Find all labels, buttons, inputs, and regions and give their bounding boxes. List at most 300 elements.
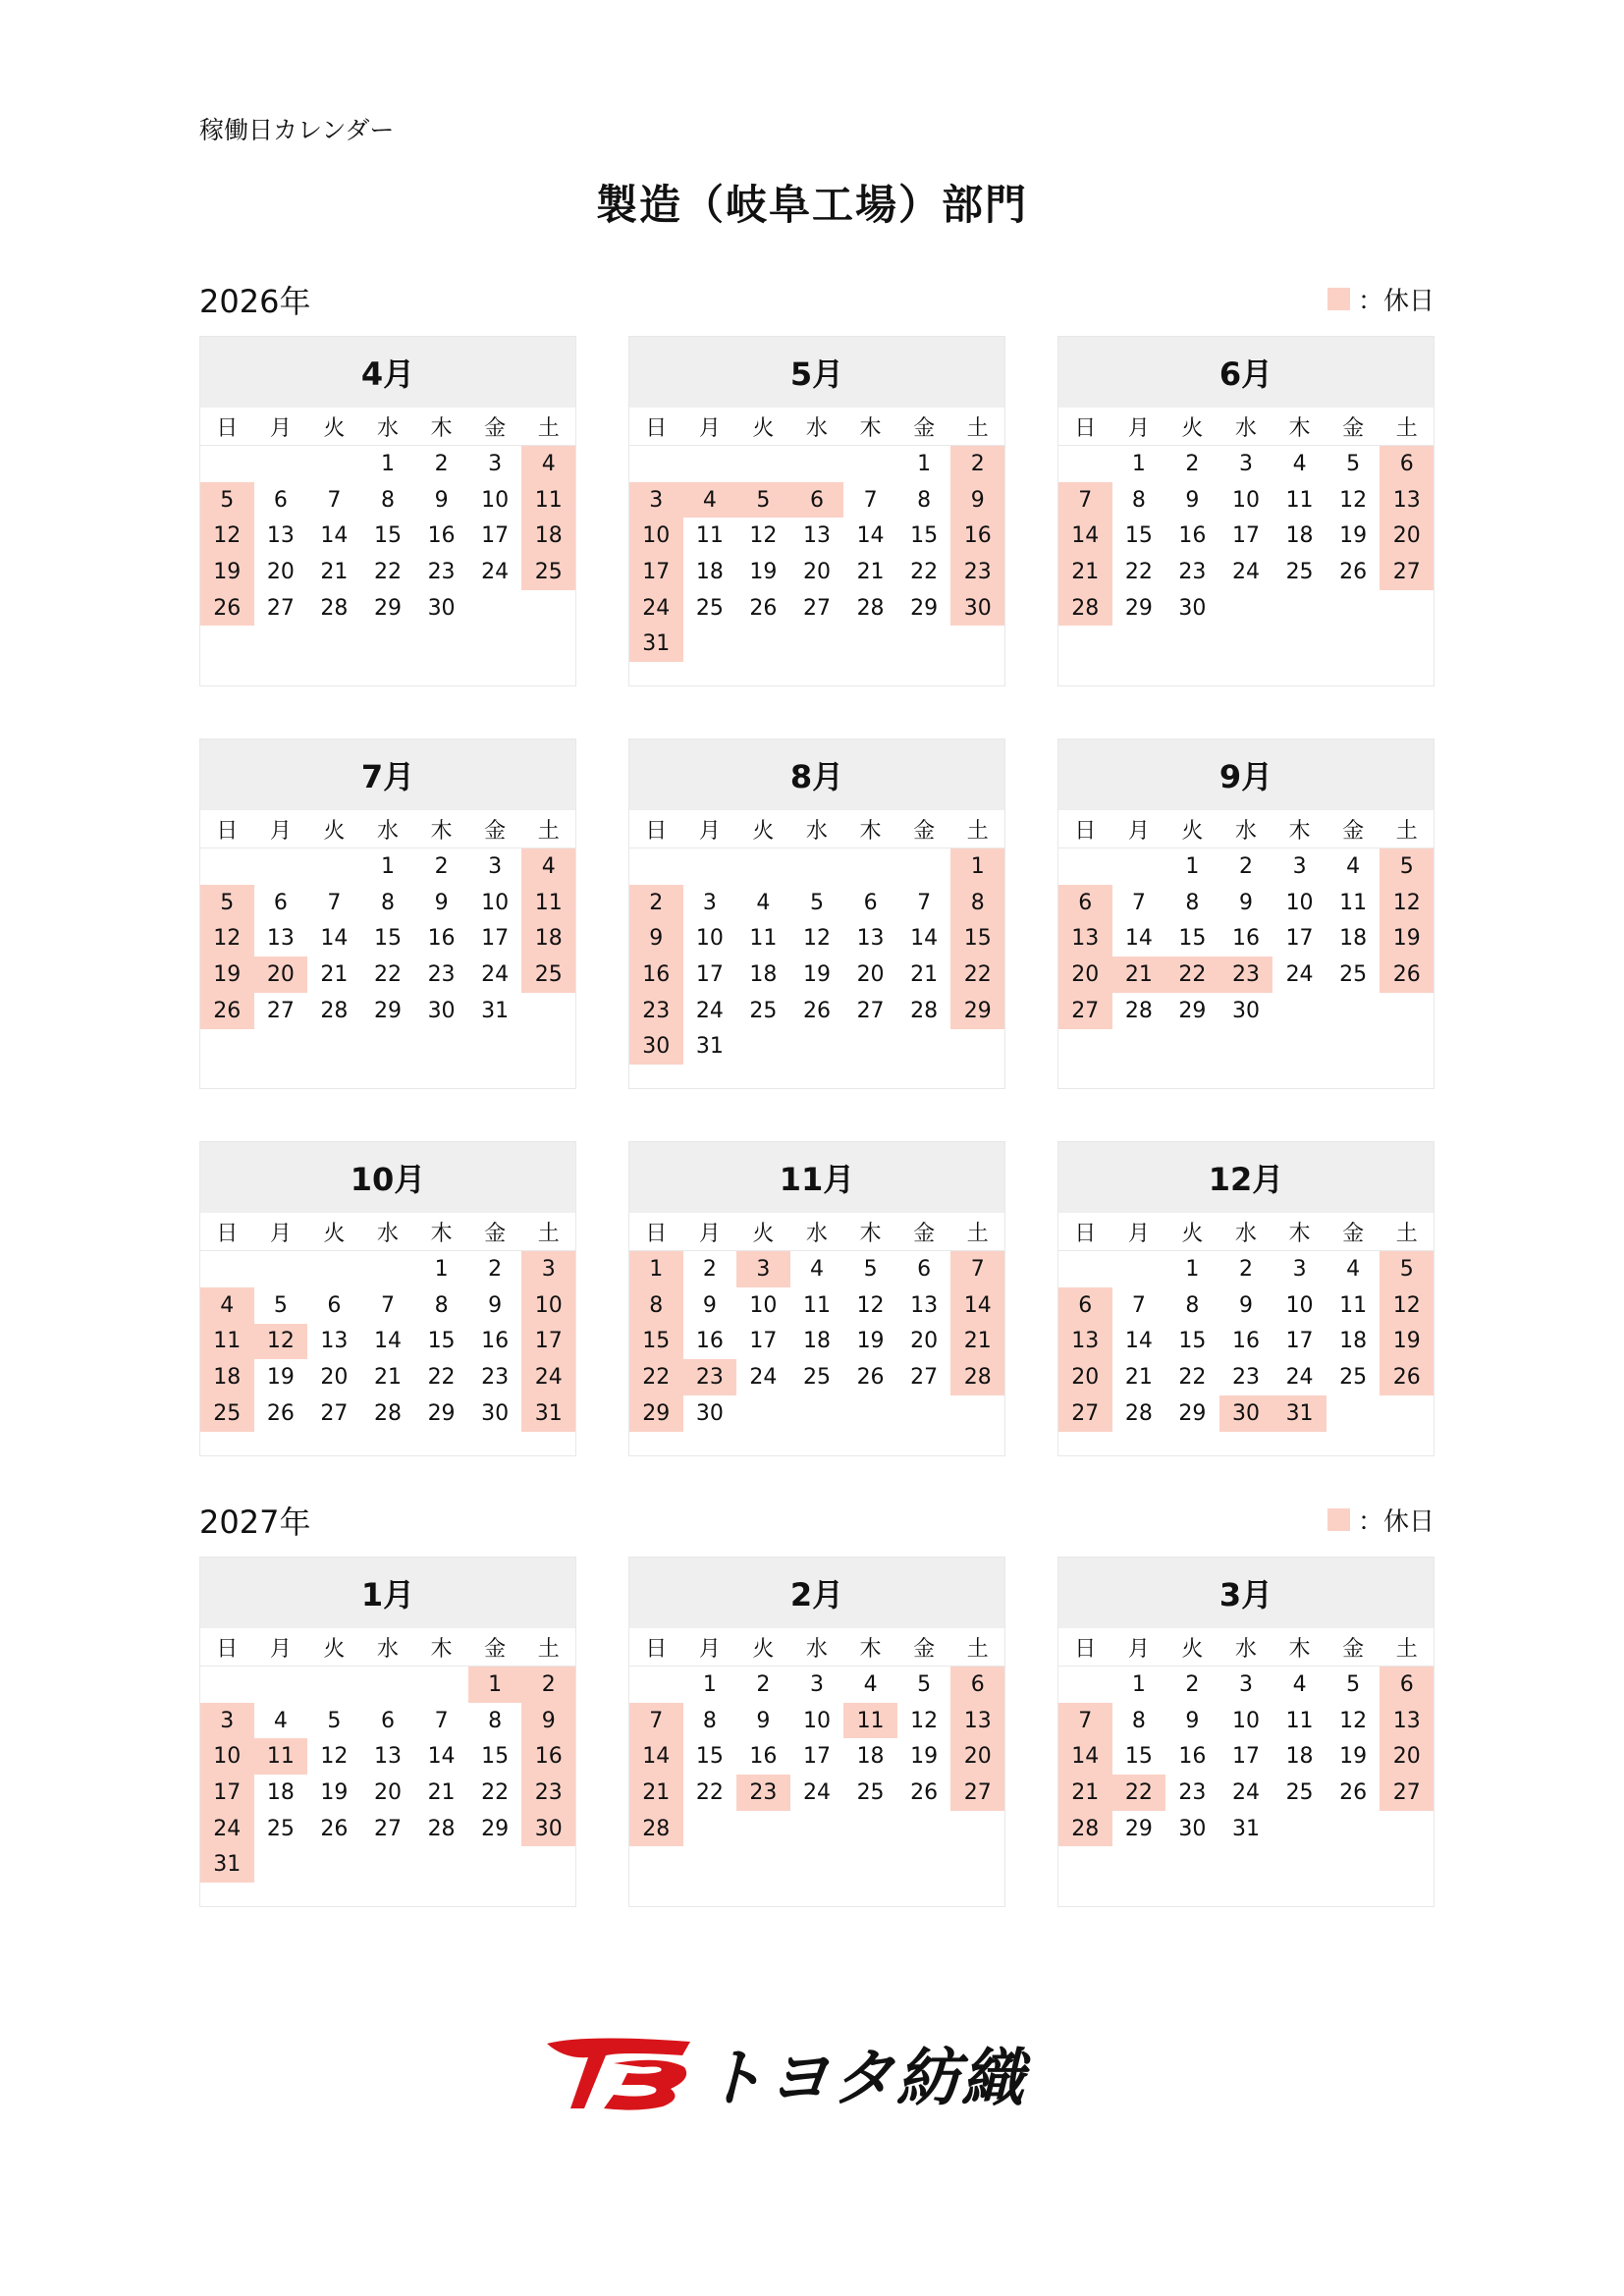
day-cell: 5 — [200, 885, 254, 921]
weekday-label: 火 — [1181, 1221, 1204, 1246]
weekday-label: 金 — [1342, 818, 1365, 844]
day-cell: 26 — [266, 1400, 295, 1426]
day-cell: 19 — [266, 1365, 295, 1391]
day-grid — [1058, 1251, 1434, 1454]
day-cell: 28 — [950, 1359, 1004, 1395]
weekday-label: 日 — [216, 818, 239, 844]
empty-cell — [629, 1667, 683, 1703]
empty-cell — [254, 1251, 308, 1287]
day-cell: 3 — [1238, 451, 1253, 476]
day-cell: 9 — [702, 1292, 717, 1318]
day-cell: 30 — [1178, 595, 1207, 621]
weekday-label: 日 — [1074, 818, 1097, 844]
day-cell: 10 — [200, 1738, 254, 1775]
day-cell: 30 — [629, 1029, 683, 1066]
day-cell: 2 — [1238, 1257, 1253, 1283]
day-cell: 13 — [1058, 1324, 1112, 1360]
day-cell: 14 — [373, 1329, 402, 1354]
day-cell: 14 — [1058, 1738, 1112, 1775]
day-cell: 31 — [521, 1395, 575, 1432]
day-cell: 18 — [1339, 1329, 1368, 1354]
day-cell: 21 — [856, 559, 885, 584]
day-cell: 23 — [629, 993, 683, 1029]
day-cell: 3 — [1238, 1671, 1253, 1697]
day-cell: 7 — [863, 487, 878, 513]
weekday-label: 月 — [269, 1221, 292, 1246]
day-cell: 25 — [1285, 1779, 1314, 1805]
day-cell: 25 — [695, 595, 724, 621]
day-cell: 24 — [1285, 1365, 1314, 1391]
day-cell: 26 — [1380, 1359, 1434, 1395]
weekday-label: 月 — [698, 1221, 721, 1246]
day-cell: 18 — [200, 1359, 254, 1395]
day-cell: 5 — [736, 482, 790, 519]
day-grid — [1058, 446, 1434, 649]
day-cell: 24 — [802, 1779, 831, 1805]
day-cell: 8 — [917, 487, 932, 513]
day-cell: 6 — [917, 1257, 932, 1283]
day-cell: 20 — [254, 957, 308, 993]
day-cell: 9 — [1238, 1292, 1253, 1318]
day-cell: 18 — [266, 1779, 295, 1805]
weekday-label: 月 — [1127, 415, 1150, 441]
weekday-label: 木 — [430, 415, 453, 441]
day-cell: 27 — [1380, 554, 1434, 590]
day-cell: 11 — [521, 482, 575, 519]
month-calendar — [1057, 336, 1435, 686]
month-name: 10月 — [200, 1142, 575, 1213]
day-cell: 8 — [950, 885, 1004, 921]
day-cell: 4 — [863, 1671, 878, 1697]
day-cell: 21 — [373, 1365, 402, 1391]
day-cell: 15 — [427, 1329, 456, 1354]
day-cell: 27 — [320, 1400, 349, 1426]
day-cell: 4 — [521, 446, 575, 482]
weekday-label: 金 — [913, 818, 936, 844]
day-cell: 4 — [1346, 853, 1361, 879]
day-cell: 8 — [380, 890, 395, 915]
weekday-label: 水 — [1234, 818, 1257, 844]
day-cell: 14 — [427, 1744, 456, 1770]
day-cell: 25 — [1339, 962, 1368, 988]
day-cell: 16 — [481, 1329, 510, 1354]
day-cell: 26 — [802, 998, 831, 1023]
weekday-label: 木 — [430, 1636, 453, 1662]
day-cell: 6 — [1058, 885, 1112, 921]
weekday-label: 日 — [216, 1636, 239, 1662]
day-cell: 3 — [488, 451, 503, 476]
day-cell: 2 — [521, 1667, 575, 1703]
weekday-row — [629, 1628, 1004, 1667]
weekday-label: 日 — [1074, 415, 1097, 441]
day-cell: 28 — [629, 1811, 683, 1847]
day-cell: 14 — [910, 926, 939, 952]
empty-cell — [361, 1251, 415, 1287]
weekday-label: 木 — [859, 415, 882, 441]
day-cell: 1 — [629, 1251, 683, 1287]
day-cell: 5 — [863, 1257, 878, 1283]
day-cell: 16 — [427, 523, 456, 549]
weekday-label: 月 — [269, 1636, 292, 1662]
day-cell: 22 — [629, 1359, 683, 1395]
weekday-label: 金 — [484, 818, 507, 844]
year-label: 2027年 — [199, 1503, 311, 1541]
weekday-row — [629, 1213, 1004, 1251]
weekday-label: 金 — [913, 1636, 936, 1662]
empty-cell — [843, 446, 897, 482]
day-cell: 24 — [1285, 962, 1314, 988]
day-cell: 31 — [200, 1846, 254, 1883]
day-cell: 1 — [1185, 853, 1200, 879]
day-cell: 26 — [910, 1779, 939, 1805]
day-cell: 18 — [1285, 523, 1314, 549]
day-cell: 29 — [481, 1816, 510, 1841]
month-calendar — [628, 738, 1005, 1089]
empty-cell — [200, 1667, 254, 1703]
day-cell: 29 — [373, 998, 402, 1023]
weekday-label: 土 — [1395, 1221, 1418, 1246]
day-cell: 4 — [273, 1708, 288, 1733]
day-cell: 29 — [950, 993, 1004, 1029]
day-cell: 20 — [266, 559, 295, 584]
day-cell: 19 — [749, 559, 778, 584]
weekday-label: 水 — [805, 415, 828, 441]
weekday-label: 木 — [859, 818, 882, 844]
weekday-row — [200, 1628, 575, 1667]
day-cell: 16 — [1231, 1329, 1260, 1354]
day-cell: 28 — [856, 595, 885, 621]
day-cell: 11 — [749, 926, 778, 952]
day-cell: 25 — [802, 1365, 831, 1391]
day-cell: 5 — [273, 1292, 288, 1318]
day-cell: 15 — [1124, 1744, 1153, 1770]
day-cell: 27 — [1058, 1395, 1112, 1432]
empty-cell — [736, 848, 790, 885]
weekday-label: 水 — [376, 1221, 399, 1246]
weekday-label: 木 — [1288, 1636, 1311, 1662]
day-cell: 19 — [802, 962, 831, 988]
day-cell: 26 — [1339, 559, 1368, 584]
day-cell: 4 — [1292, 1671, 1307, 1697]
day-cell: 16 — [1178, 523, 1207, 549]
weekday-label: 月 — [698, 415, 721, 441]
month-name: 4月 — [200, 337, 575, 408]
day-cell: 24 — [521, 1359, 575, 1395]
empty-cell — [683, 446, 737, 482]
day-cell: 17 — [1285, 926, 1314, 952]
day-cell: 27 — [266, 998, 295, 1023]
empty-cell — [307, 446, 361, 482]
day-cell: 8 — [629, 1287, 683, 1324]
day-cell: 5 — [917, 1671, 932, 1697]
empty-cell — [254, 848, 308, 885]
month-calendar — [628, 1557, 1005, 1907]
weekday-label: 木 — [430, 1221, 453, 1246]
day-cell: 19 — [1380, 921, 1434, 957]
weekday-label: 火 — [752, 1221, 775, 1246]
day-cell: 23 — [481, 1365, 510, 1391]
day-grid — [629, 848, 1004, 1088]
empty-cell — [736, 446, 790, 482]
day-cell: 7 — [434, 1708, 449, 1733]
day-cell: 30 — [1178, 1816, 1207, 1841]
day-cell: 5 — [200, 482, 254, 519]
month-calendar — [199, 1141, 576, 1455]
weekday-label: 金 — [1342, 1636, 1365, 1662]
day-cell: 10 — [1231, 487, 1260, 513]
day-cell: 20 — [1058, 1359, 1112, 1395]
empty-cell — [1058, 1251, 1112, 1287]
weekday-label: 木 — [1288, 415, 1311, 441]
day-cell: 15 — [629, 1324, 683, 1360]
day-cell: 29 — [1178, 1400, 1207, 1426]
month-name: 12月 — [1058, 1142, 1434, 1213]
weekday-row — [200, 408, 575, 446]
day-cell: 1 — [1131, 1671, 1146, 1697]
day-cell: 25 — [521, 957, 575, 993]
day-cell: 15 — [481, 1744, 510, 1770]
weekday-label: 火 — [1181, 415, 1204, 441]
day-cell: 15 — [1124, 523, 1153, 549]
day-cell: 26 — [1380, 957, 1434, 993]
weekday-label: 金 — [484, 1636, 507, 1662]
day-cell: 10 — [481, 487, 510, 513]
day-cell: 23 — [950, 554, 1004, 590]
weekday-label: 金 — [913, 1221, 936, 1246]
day-cell: 24 — [629, 590, 683, 627]
day-cell: 2 — [1185, 451, 1200, 476]
day-cell: 2 — [1238, 853, 1253, 879]
empty-cell — [414, 1667, 468, 1703]
day-cell: 11 — [1285, 1708, 1314, 1733]
day-cell: 6 — [1380, 1667, 1434, 1703]
weekday-label: 火 — [323, 818, 346, 844]
day-cell: 23 — [1231, 1365, 1260, 1391]
holiday-legend — [1327, 281, 1435, 317]
day-cell: 7 — [950, 1251, 1004, 1287]
day-cell: 7 — [327, 890, 342, 915]
day-cell: 22 — [1112, 1775, 1166, 1811]
day-cell: 25 — [1339, 1365, 1368, 1391]
day-cell: 4 — [521, 848, 575, 885]
day-cell: 5 — [1346, 451, 1361, 476]
day-cell: 17 — [695, 962, 724, 988]
day-cell: 22 — [373, 559, 402, 584]
day-grid — [629, 1251, 1004, 1454]
weekday-label: 土 — [1395, 415, 1418, 441]
day-cell: 16 — [427, 926, 456, 952]
day-cell: 26 — [200, 590, 254, 627]
day-cell: 9 — [488, 1292, 503, 1318]
day-cell: 24 — [749, 1365, 778, 1391]
day-cell: 25 — [266, 1816, 295, 1841]
day-cell: 9 — [756, 1708, 771, 1733]
day-cell: 1 — [950, 848, 1004, 885]
day-cell: 30 — [950, 590, 1004, 627]
day-cell: 25 — [856, 1779, 885, 1805]
month-name: 11月 — [629, 1142, 1004, 1213]
weekday-label: 火 — [752, 415, 775, 441]
day-cell: 19 — [1380, 1324, 1434, 1360]
day-cell: 21 — [1124, 1365, 1153, 1391]
day-cell: 7 — [1058, 1703, 1112, 1739]
empty-cell — [790, 446, 844, 482]
day-cell: 17 — [481, 926, 510, 952]
day-cell: 30 — [427, 595, 456, 621]
day-cell: 14 — [856, 523, 885, 549]
weekday-label: 水 — [805, 1221, 828, 1246]
day-cell: 4 — [1292, 451, 1307, 476]
day-cell: 12 — [320, 1744, 349, 1770]
empty-cell — [254, 1667, 308, 1703]
day-cell: 22 — [1124, 559, 1153, 584]
day-cell: 24 — [1231, 1779, 1260, 1805]
day-cell: 13 — [1380, 482, 1434, 519]
day-cell: 13 — [266, 523, 295, 549]
day-cell: 17 — [200, 1775, 254, 1811]
day-cell: 10 — [1285, 1292, 1314, 1318]
day-cell: 28 — [1124, 998, 1153, 1023]
year-header-2026 — [199, 277, 1435, 326]
day-cell: 6 — [273, 890, 288, 915]
day-grid — [200, 1251, 575, 1454]
day-cell: 10 — [1285, 890, 1314, 915]
day-cell: 29 — [1124, 595, 1153, 621]
day-cell: 27 — [266, 595, 295, 621]
month-name: 2月 — [629, 1558, 1004, 1628]
year-label: 2026年 — [199, 283, 311, 320]
day-cell: 21 — [1058, 1775, 1112, 1811]
weekday-label: 月 — [1127, 1221, 1150, 1246]
day-cell: 22 — [1165, 957, 1219, 993]
day-cell: 2 — [488, 1257, 503, 1283]
month-name: 3月 — [1058, 1558, 1434, 1628]
day-cell: 15 — [910, 523, 939, 549]
weekday-label: 水 — [376, 818, 399, 844]
day-cell: 2 — [756, 1671, 771, 1697]
weekday-label: 土 — [537, 415, 560, 441]
day-cell: 17 — [749, 1329, 778, 1354]
day-cell: 30 — [695, 1400, 724, 1426]
day-cell: 29 — [910, 595, 939, 621]
day-cell: 12 — [1339, 1708, 1368, 1733]
day-cell: 17 — [1231, 523, 1260, 549]
weekday-label: 金 — [913, 415, 936, 441]
weekday-label: 日 — [1074, 1636, 1097, 1662]
weekday-label: 日 — [216, 1221, 239, 1246]
day-cell: 27 — [373, 1816, 402, 1841]
day-cell: 18 — [749, 962, 778, 988]
weekday-row — [200, 1213, 575, 1251]
day-cell: 7 — [380, 1292, 395, 1318]
empty-cell — [200, 848, 254, 885]
day-cell: 8 — [1185, 890, 1200, 915]
weekday-label: 木 — [430, 818, 453, 844]
day-cell: 3 — [629, 482, 683, 519]
weekday-label: 水 — [805, 818, 828, 844]
day-cell: 15 — [1178, 926, 1207, 952]
weekday-label: 水 — [1234, 1221, 1257, 1246]
day-cell: 7 — [1131, 1292, 1146, 1318]
day-cell: 20 — [950, 1738, 1004, 1775]
weekday-row — [1058, 408, 1434, 446]
weekday-label: 土 — [966, 1221, 989, 1246]
day-cell: 14 — [1124, 926, 1153, 952]
day-cell: 14 — [320, 523, 349, 549]
weekday-row — [1058, 1213, 1434, 1251]
day-cell: 21 — [1112, 957, 1166, 993]
day-cell: 13 — [266, 926, 295, 952]
weekday-label: 金 — [484, 1221, 507, 1246]
day-cell: 30 — [1219, 1395, 1273, 1432]
day-cell: 22 — [481, 1779, 510, 1805]
day-cell: 9 — [521, 1703, 575, 1739]
day-cell: 18 — [802, 1329, 831, 1354]
company-logo — [545, 2028, 1026, 2118]
day-cell: 12 — [749, 523, 778, 549]
day-cell: 14 — [950, 1287, 1004, 1324]
day-cell: 21 — [427, 1779, 456, 1805]
holiday-legend — [1327, 1502, 1435, 1538]
day-cell: 28 — [1058, 1811, 1112, 1847]
holiday-swatch — [1327, 288, 1350, 310]
day-cell: 27 — [802, 595, 831, 621]
day-cell: 13 — [910, 1292, 939, 1318]
weekday-label: 火 — [752, 818, 775, 844]
weekday-label: 日 — [645, 818, 668, 844]
day-cell: 6 — [863, 890, 878, 915]
day-cell: 28 — [1058, 590, 1112, 627]
weekday-label: 土 — [537, 1221, 560, 1246]
day-cell: 1 — [380, 853, 395, 879]
day-cell: 13 — [1380, 1703, 1434, 1739]
day-cell: 11 — [802, 1292, 831, 1318]
day-cell: 10 — [695, 926, 724, 952]
weekday-label: 水 — [805, 1636, 828, 1662]
empty-cell — [307, 848, 361, 885]
day-cell: 6 — [1058, 1287, 1112, 1324]
day-cell: 12 — [802, 926, 831, 952]
day-cell: 2 — [434, 451, 449, 476]
month-calendar — [1057, 1557, 1435, 1907]
day-cell: 1 — [468, 1667, 522, 1703]
month-calendar — [199, 738, 576, 1089]
day-cell: 25 — [1285, 559, 1314, 584]
day-cell: 12 — [254, 1324, 308, 1360]
day-cell: 17 — [1231, 1744, 1260, 1770]
day-cell: 13 — [802, 523, 831, 549]
day-cell: 16 — [1178, 1744, 1207, 1770]
day-cell: 11 — [1339, 890, 1368, 915]
weekday-label: 日 — [216, 415, 239, 441]
day-cell: 5 — [1380, 848, 1434, 885]
day-cell: 22 — [427, 1365, 456, 1391]
day-cell: 8 — [702, 1708, 717, 1733]
day-cell: 4 — [1346, 1257, 1361, 1283]
day-cell: 31 — [629, 626, 683, 662]
day-cell: 3 — [1292, 853, 1307, 879]
day-cell: 29 — [629, 1395, 683, 1432]
day-cell: 8 — [1185, 1292, 1200, 1318]
empty-cell — [897, 848, 951, 885]
day-cell: 3 — [702, 890, 717, 915]
logo-text: トヨタ紡織 — [702, 2043, 1026, 2115]
weekday-label: 火 — [752, 1636, 775, 1662]
day-cell: 18 — [1339, 926, 1368, 952]
day-cell: 10 — [521, 1287, 575, 1324]
weekday-label: 木 — [859, 1221, 882, 1246]
day-cell: 15 — [373, 926, 402, 952]
